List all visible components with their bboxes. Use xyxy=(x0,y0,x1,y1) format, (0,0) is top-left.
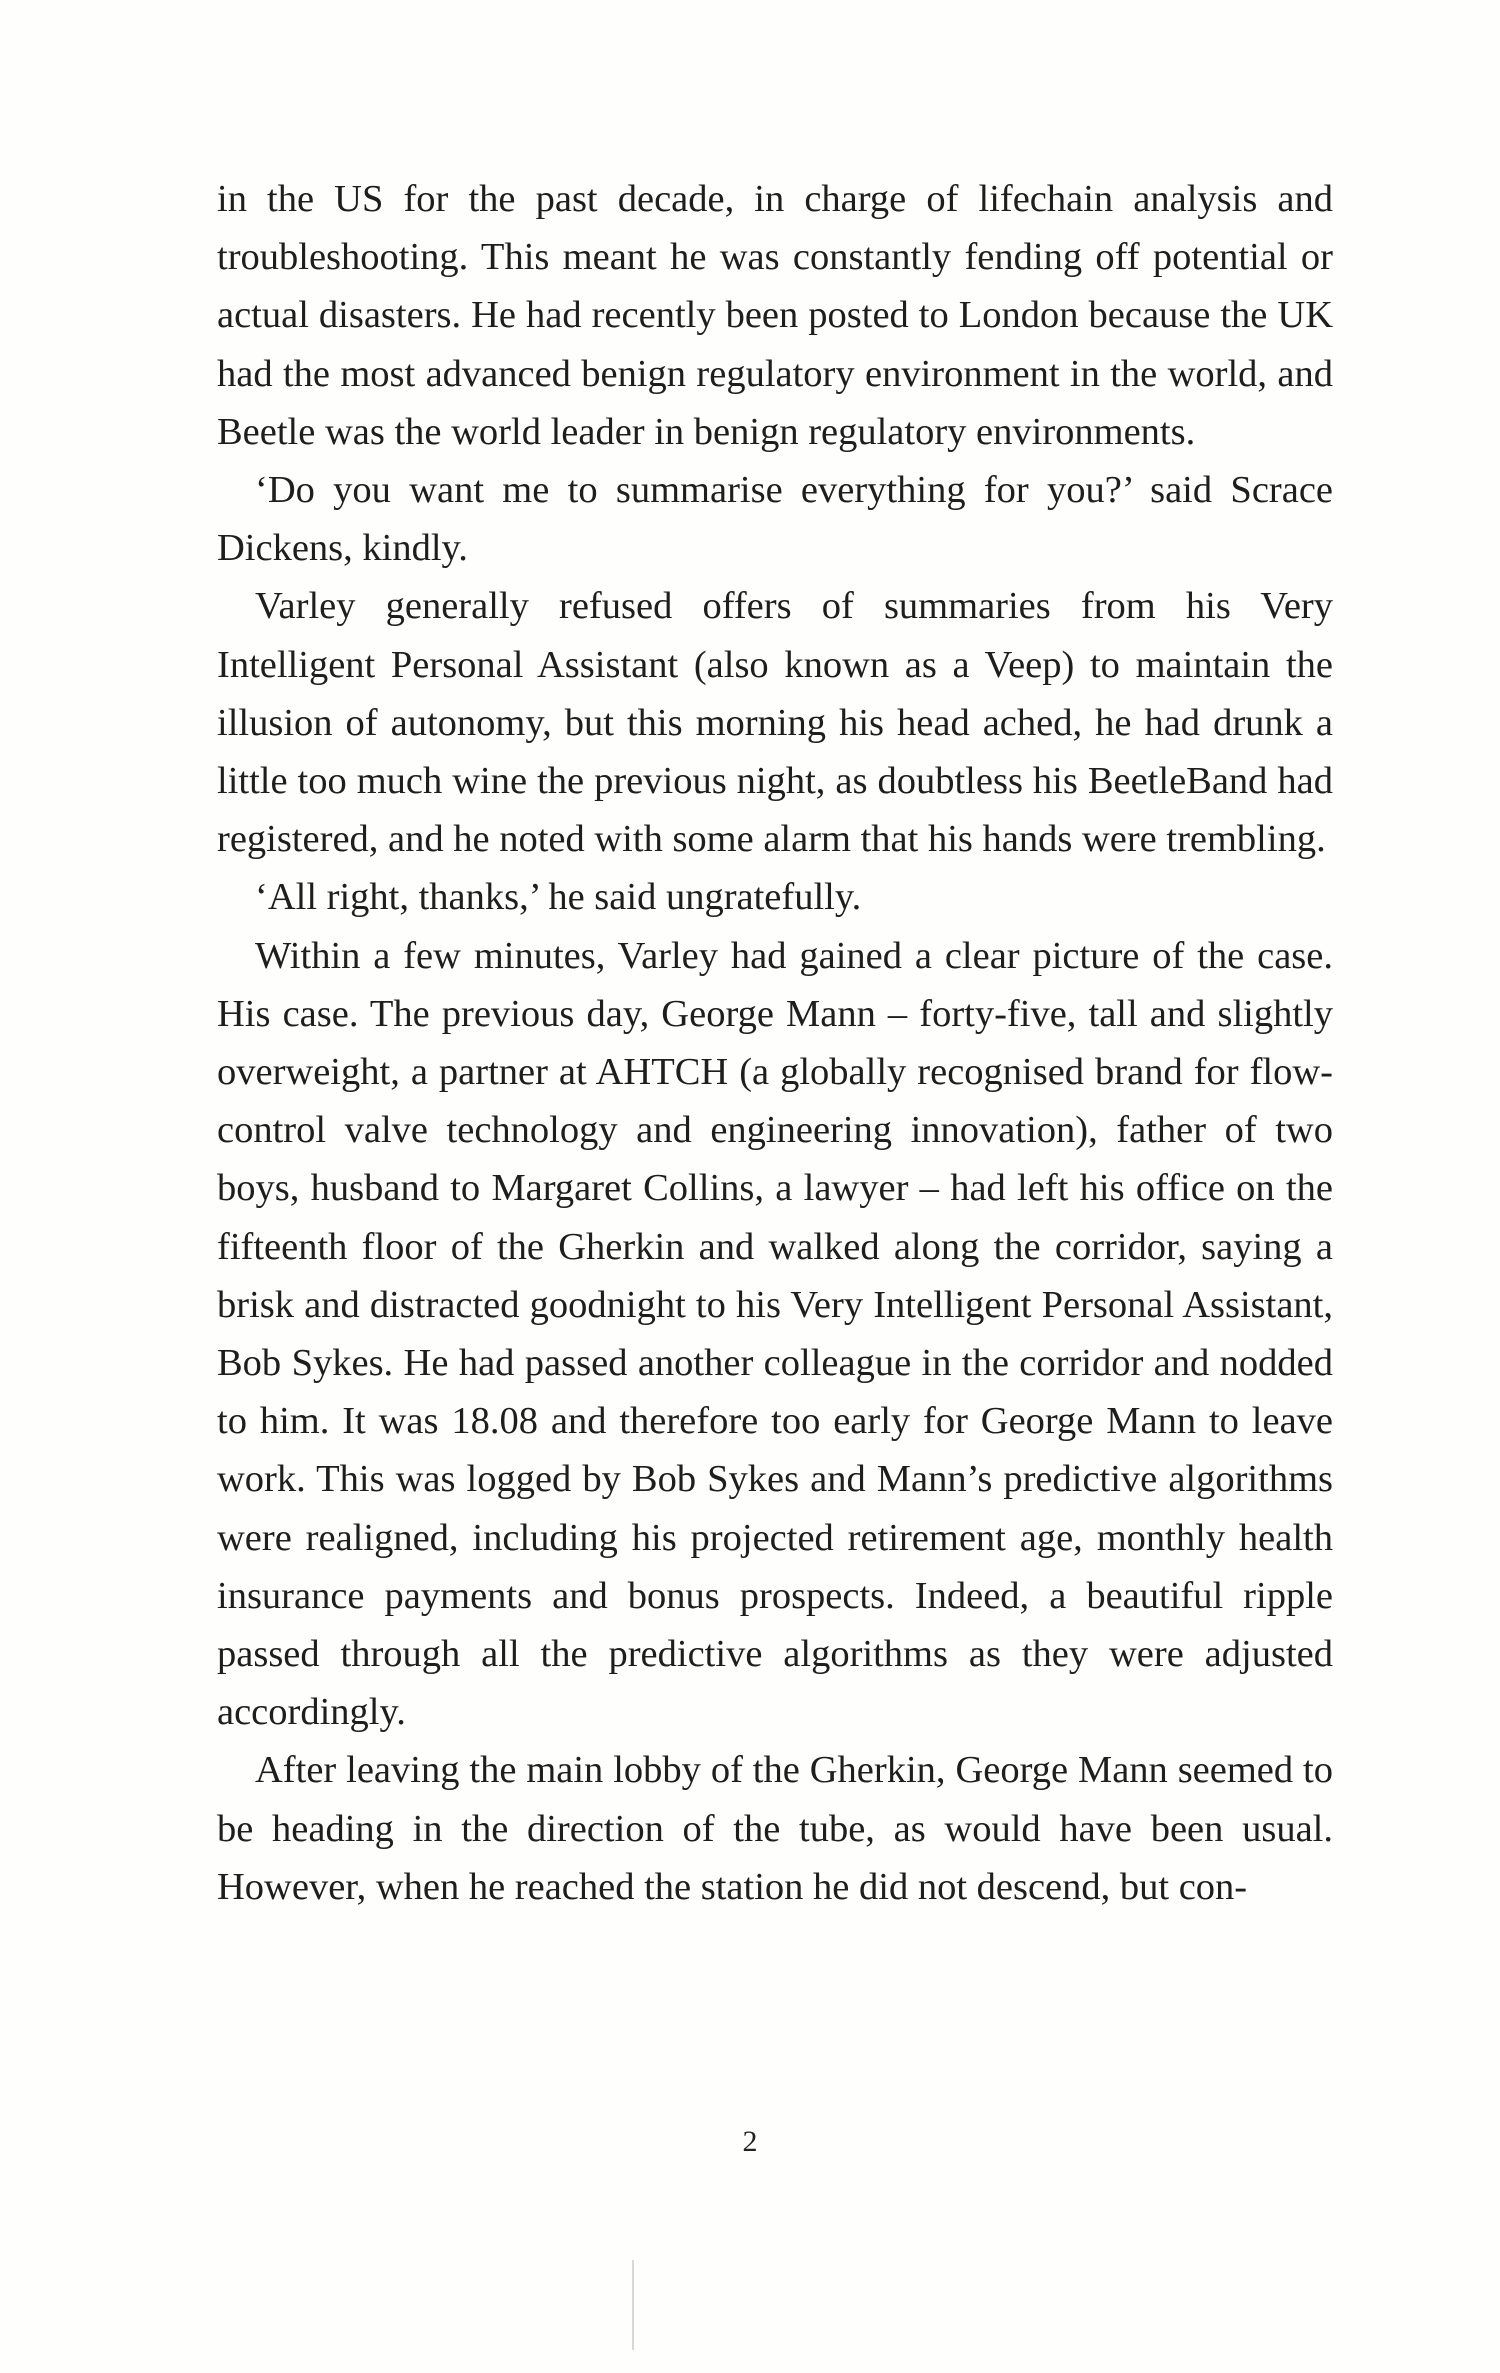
paragraph-5: Within a few minutes, Varley had gained a clear picture of the case. His case. The previous day, George Mann – forty-five, tall and slightly overweight, a partner at AHTCH (a globally recognised brand for flow-control valve technology and engineering innovation), father of two boys, husband to Margaret Collins, a lawyer – had left his office on the fifteenth floor of the Gherkin and walked along the corridor, saying a brisk and distracted goodnight to his Very Intelligent Personal Assistant, Bob Sykes. He had passed another colleague in the corridor and nodded to him. It was 18.08 and therefore too early for George Mann to leave work. This was logged by Bob Sykes and Mann’s predictive algorithms were realigned, including his projected retirement age, monthly health insurance payments and bonus prospects. Indeed, a beautiful ripple passed through all the predictive algorithms as they were adjusted accordingly. xyxy=(217,934,1333,1734)
page-number: 2 xyxy=(742,2125,758,2158)
paragraph-2: ‘Do you want me to summarise everything for you?’ said Scrace Dickens, kindly. xyxy=(217,469,1333,570)
paragraph-4: ‘All right, thanks,’ he said ungratefully. xyxy=(255,876,862,919)
paragraph-6: After leaving the main lobby of the Gherkin, George Mann seemed to be heading in the direction of the tube, as would have been usual. However, when he reached the station he did not descend, but con- xyxy=(217,1749,1333,1908)
body-text xyxy=(217,170,1333,1916)
scan-artifact-line xyxy=(632,2260,634,2350)
paragraph-1: in the US for the past decade, in charge of lifechain analysis and troubleshooting. This meant he was constantly fending off potential or actual disasters. He had recently been posted to London because the UK had the most advanced benign regulatory environment in the world, and Beetle was the world leader in benign regulatory environments. xyxy=(217,178,1333,453)
paragraph-3: Varley generally refused offers of summaries from his Very Intelligent Personal Assistant (also known as a Veep) to maintain the illusion of autonomy, but this morning his head ached, he had drunk a little too much wine the previous night, as doubtless his BeetleBand had registered, and he noted with some alarm that his hands were trembling. xyxy=(217,585,1333,861)
